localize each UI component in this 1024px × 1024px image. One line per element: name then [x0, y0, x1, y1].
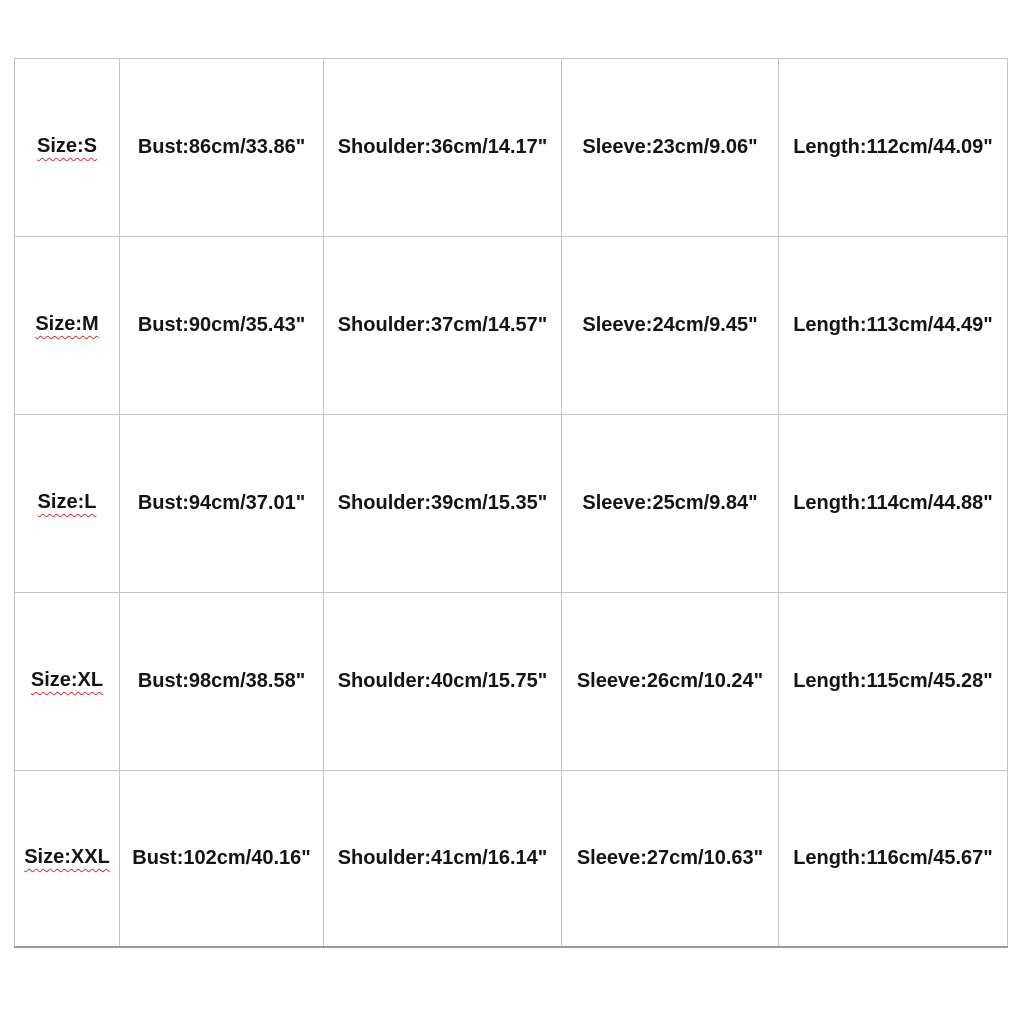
sleeve-cell: Sleeve:25cm/9.84": [562, 415, 779, 593]
size-label: Size:L: [37, 491, 97, 513]
sleeve-cell: Sleeve:23cm/9.06": [562, 59, 779, 237]
shoulder-cell: Shoulder:40cm/15.75": [324, 593, 562, 771]
length-cell: Length:112cm/44.09": [779, 59, 1008, 237]
sleeve-cell: Sleeve:24cm/9.45": [562, 237, 779, 415]
sleeve-cell: Sleeve:26cm/10.24": [562, 593, 779, 771]
bust-cell: Bust:94cm/37.01": [120, 415, 324, 593]
size-label: Size:S: [36, 135, 98, 157]
shoulder-cell: Shoulder:39cm/15.35": [324, 415, 562, 593]
length-cell: Length:114cm/44.88": [779, 415, 1008, 593]
size-row-s: [15, 59, 1008, 237]
size-row-xl: [15, 593, 1008, 771]
length-cell: Length:115cm/45.28": [779, 593, 1008, 771]
size-row-m: [15, 237, 1008, 415]
size-cell: [15, 237, 120, 415]
size-cell: [15, 771, 120, 948]
bust-cell: Bust:102cm/40.16": [120, 771, 324, 948]
bust-cell: Bust:90cm/35.43": [120, 237, 324, 415]
size-cell: [15, 415, 120, 593]
size-cell: [15, 593, 120, 771]
size-row-l: [15, 415, 1008, 593]
shoulder-cell: Shoulder:41cm/16.14": [324, 771, 562, 948]
sleeve-cell: Sleeve:27cm/10.63": [562, 771, 779, 948]
length-cell: Length:113cm/44.49": [779, 237, 1008, 415]
bust-cell: Bust:98cm/38.58": [120, 593, 324, 771]
size-cell: [15, 59, 120, 237]
size-chart-table: [14, 58, 1008, 948]
shoulder-cell: Shoulder:37cm/14.57": [324, 237, 562, 415]
bust-cell: Bust:86cm/33.86": [120, 59, 324, 237]
size-label: Size:XL: [30, 669, 104, 691]
shoulder-cell: Shoulder:36cm/14.17": [324, 59, 562, 237]
size-row-xxl: [15, 771, 1008, 948]
size-label: Size:M: [35, 313, 99, 335]
size-label: Size:XXL: [24, 846, 110, 868]
length-cell: Length:116cm/45.67": [779, 771, 1008, 948]
